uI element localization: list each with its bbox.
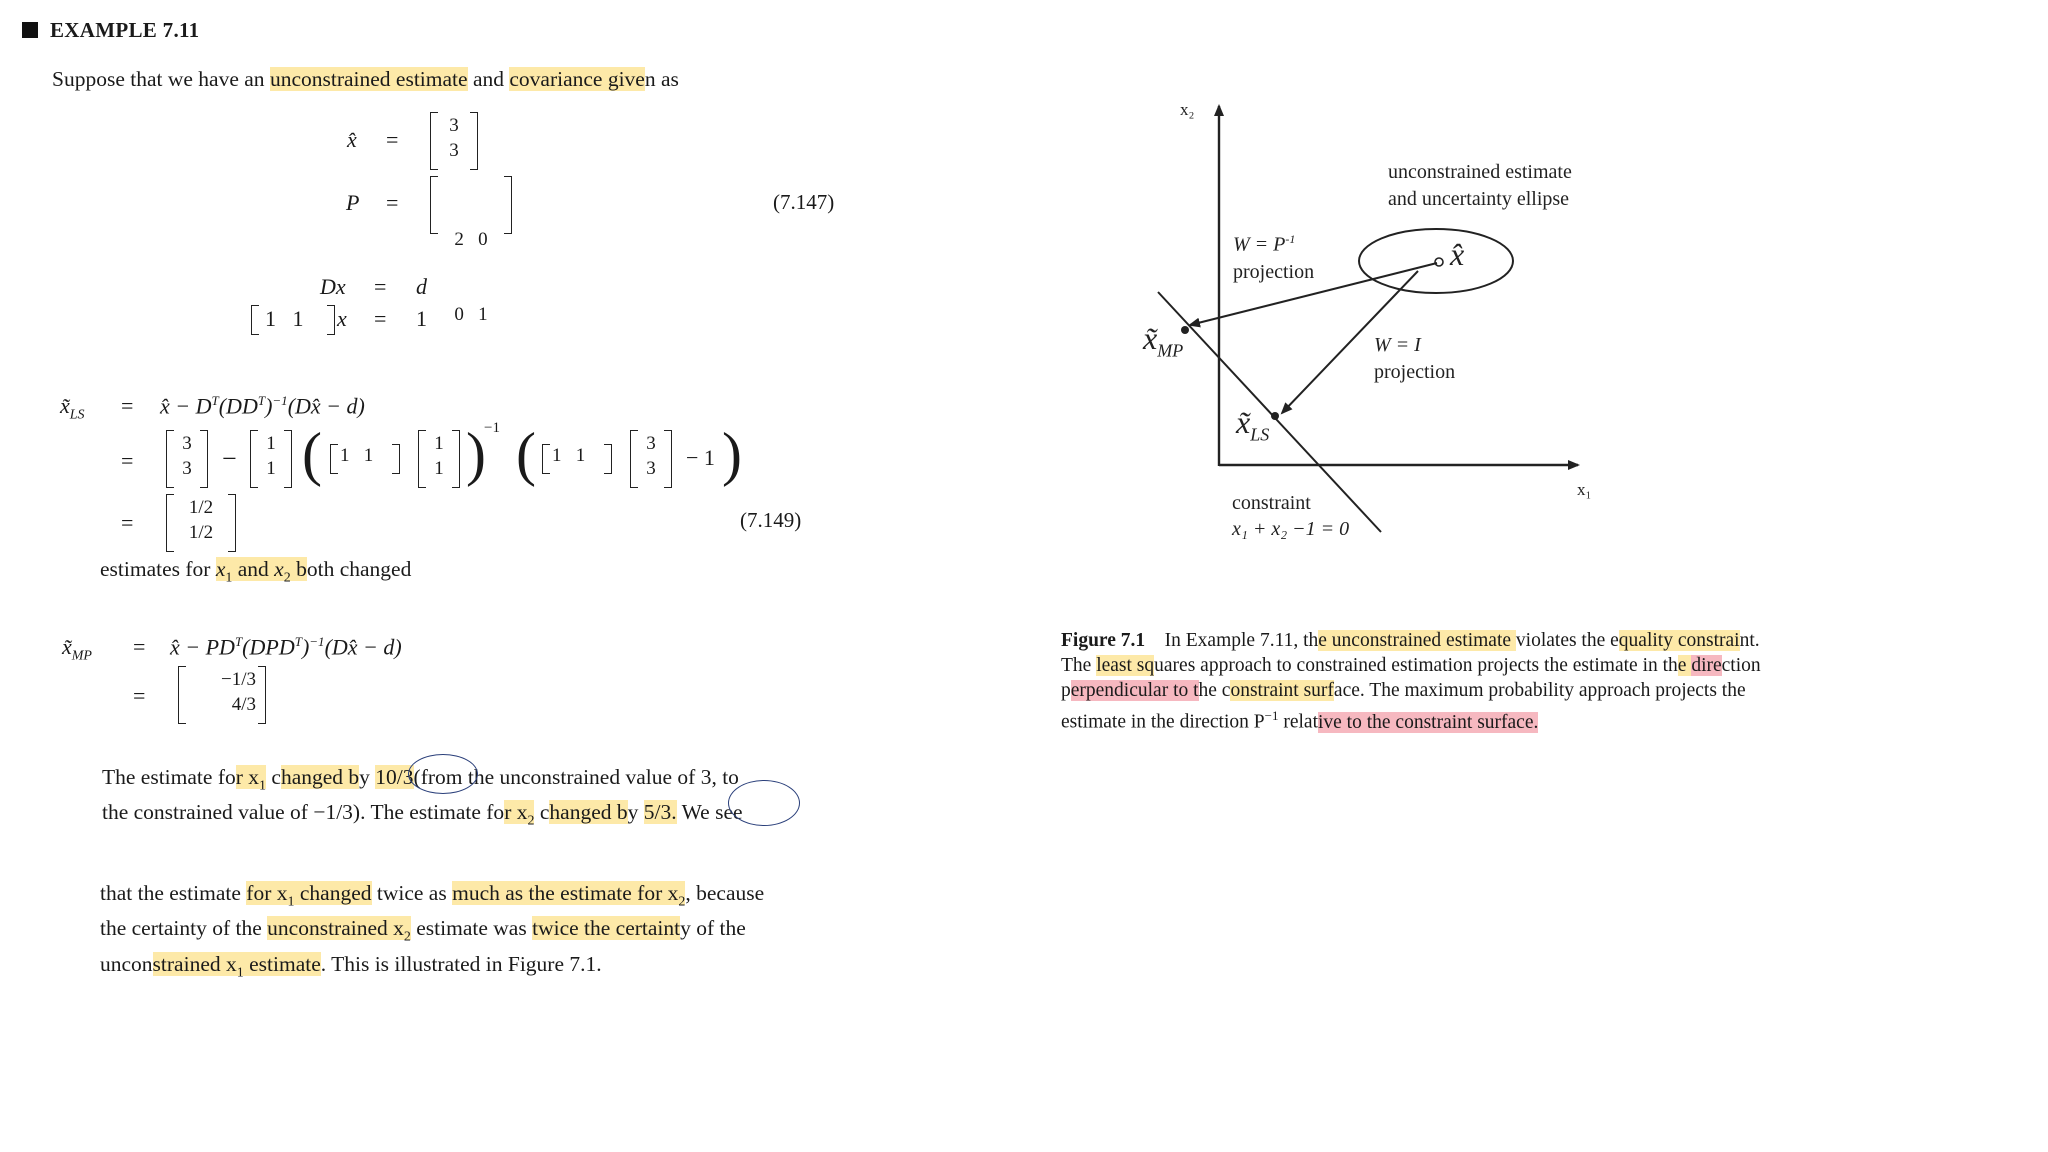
constraint-equation: x₁ + x₂ −1 = 0 <box>1232 518 1350 540</box>
eq-row: 1 1 <box>340 445 374 466</box>
text: nt. <box>1739 630 1760 651</box>
xhat-point <box>1435 258 1443 266</box>
eq-minus-one: − 1 <box>686 445 715 470</box>
text: estimate in the direction P <box>1061 711 1265 733</box>
text: y <box>627 800 644 825</box>
highlight: much as the estimate for $x_2$ <box>452 881 686 910</box>
text: relat <box>1278 711 1318 733</box>
eq-row: 1 1 <box>265 306 304 331</box>
x1-axis-label: x₁ <box>1577 480 1592 499</box>
matrix-row: 0 1 <box>454 304 488 325</box>
caption-figure-label: Figure 7.1 <box>1061 630 1146 651</box>
highlight: e unconstrained estimate <box>1318 630 1516 651</box>
highlight: onstraint surf <box>1230 680 1334 701</box>
eq-one: 1 <box>416 306 427 331</box>
wi-projection-label: projection <box>1374 361 1456 383</box>
matrix-cell: 1/2 <box>188 522 214 543</box>
equation-number: (7.147) <box>773 190 835 214</box>
highlight-10-3: 10/3 <box>375 765 414 789</box>
matrix-cell: 3 <box>449 115 459 136</box>
matrix-cell: 1 <box>266 433 276 454</box>
matrix-cell: −1/3 <box>221 669 256 690</box>
matrix-cell: 1 <box>434 433 444 454</box>
matrix-cell: 3 <box>449 140 459 161</box>
text: oth changed <box>306 557 412 581</box>
text: c <box>266 765 281 789</box>
constraint-label: constraint <box>1232 492 1311 514</box>
highlight: r $x_2$ <box>504 800 535 829</box>
eq-minus: − <box>222 444 237 473</box>
heading-text: EXAMPLE 7.11 <box>50 18 200 42</box>
highlight: unconstrained $x_2$ <box>267 916 411 945</box>
text: p <box>1061 680 1071 701</box>
matrix-cell: 3 <box>182 433 192 454</box>
xhat-label: x̂ <box>1450 236 1465 272</box>
eq-equals: = <box>133 634 146 659</box>
text: The <box>1061 655 1097 676</box>
matrix-cell: 3 <box>646 433 656 454</box>
text: c <box>534 800 550 825</box>
paren-open: ( <box>516 421 536 487</box>
eq-Dx: Dx <box>320 274 346 299</box>
eq-xmp: $x̃_{MP}$ <box>62 634 92 664</box>
eq-ls-line1: x̂ − $D^T(DD^T)^{-1}(Dx̂ - d)$ <box>160 393 365 419</box>
wp-label: $W = P^{-1}$ <box>1233 232 1296 256</box>
text: . This is illustrated in Figure 7.1. <box>320 951 602 976</box>
eq-equals: = <box>386 190 399 215</box>
text: the constrained value of −1/3). The estimate fo <box>102 800 505 825</box>
eq-inverse: −1 <box>484 420 500 436</box>
eq-xls: $x̃_{LS}$ <box>60 393 85 423</box>
eq-x: x <box>337 306 347 331</box>
text: y <box>359 765 376 789</box>
text: In Example 7.11, th <box>1164 630 1319 651</box>
highlight: strained $x_1$ estimate <box>152 951 321 980</box>
eq-row: 1 1 <box>552 445 586 466</box>
eq-mp-line1: x̂ − $PD^T(DPD^T)^{-1}(Dx̂ - d)$ <box>170 634 402 660</box>
caption-line <box>1061 678 1881 703</box>
text: violates the e <box>1515 630 1619 651</box>
figure-caption <box>1061 628 1881 735</box>
paren-close: ) <box>722 421 742 487</box>
ellipse-label: and uncertainty ellipse <box>1388 188 1570 210</box>
eq-equals: = <box>121 510 134 535</box>
highlight-x1-x2: $x_1$ and $x_2$ b <box>215 557 307 586</box>
paren-open: ( <box>302 421 322 487</box>
intro-text: Suppose that we have an <box>52 67 270 91</box>
eq-equals: = <box>386 127 399 152</box>
highlight-covariance: covariance give <box>509 67 645 91</box>
text: that the estimate <box>100 881 247 905</box>
highlight: quality constrai <box>1618 630 1740 651</box>
matrix-row: 2 0 <box>454 229 488 250</box>
caption-line <box>1061 628 1881 653</box>
paren-close: ) <box>466 421 486 487</box>
eq-P: P <box>346 190 360 215</box>
matrix-cell: 3 <box>646 458 656 479</box>
matrix-cell: 1 <box>266 458 276 479</box>
eq-equals: = <box>121 393 134 418</box>
highlight-red: ive to the constraint surface. <box>1317 711 1539 733</box>
highlight-5-3: 5/3. <box>643 800 677 825</box>
text: ction <box>1721 655 1761 676</box>
xls-label: $x̃_{LS}$ <box>1236 404 1270 445</box>
intro-text: and <box>467 67 510 91</box>
matrix-cell: 1/2 <box>188 497 214 518</box>
xls-point <box>1271 412 1279 420</box>
highlight: e <box>1677 655 1692 676</box>
matrix-cell: 4/3 <box>231 694 256 715</box>
eq-equals: = <box>374 306 387 331</box>
xmp-label: $x̃_{MP}$ <box>1143 320 1184 361</box>
eq-equals: = <box>133 683 146 708</box>
highlight: twice the certaint <box>532 916 681 941</box>
highlight-red: dire <box>1691 655 1722 676</box>
matrix-cell: 3 <box>182 458 192 479</box>
highlight: for $x_1$ changed <box>246 881 372 910</box>
eq-equals: = <box>374 274 387 299</box>
text: y of the <box>680 916 746 941</box>
eq-xhat: x̂ <box>347 127 357 152</box>
matrix-cell: 1 <box>434 458 444 479</box>
text: The estimate fo <box>102 765 236 789</box>
text: estimate was <box>410 916 533 941</box>
eq-d: d <box>416 274 427 299</box>
superscript: −1 <box>1264 708 1279 723</box>
ellipse-label: unconstrained estimate <box>1388 161 1572 183</box>
highlight-red: erpendicular to t <box>1070 680 1199 701</box>
text: estimates for <box>100 557 216 581</box>
caption-line <box>1061 703 1881 735</box>
text: the certainty of the <box>100 916 268 941</box>
caption-line <box>1061 653 1881 678</box>
text: We see <box>676 800 743 825</box>
text: , because <box>685 881 765 905</box>
highlight: least sq <box>1096 655 1155 676</box>
wi-label: W = I <box>1374 334 1421 356</box>
text: twice as <box>371 881 453 905</box>
text: ace. The maximum probability approach projects the <box>1333 680 1746 701</box>
highlight: hanged b <box>549 800 628 825</box>
text: (from the unconstrained value of 3, to <box>413 765 739 789</box>
wp-projection-label: projection <box>1233 261 1315 283</box>
text: uares approach to constrained estimation projects the estimate in th <box>1154 655 1678 676</box>
text: he c <box>1198 680 1231 701</box>
equation-number: (7.149) <box>740 508 802 532</box>
highlight: hanged b <box>280 765 360 789</box>
text: uncon <box>100 951 153 976</box>
eq-equals: = <box>121 448 134 473</box>
intro-text: n as <box>644 67 679 91</box>
highlight: r $x_1$ <box>235 765 267 794</box>
x2-axis-label: x₂ <box>1180 100 1195 119</box>
highlight-unconstrained-estimate: unconstrained estimate <box>269 67 468 91</box>
